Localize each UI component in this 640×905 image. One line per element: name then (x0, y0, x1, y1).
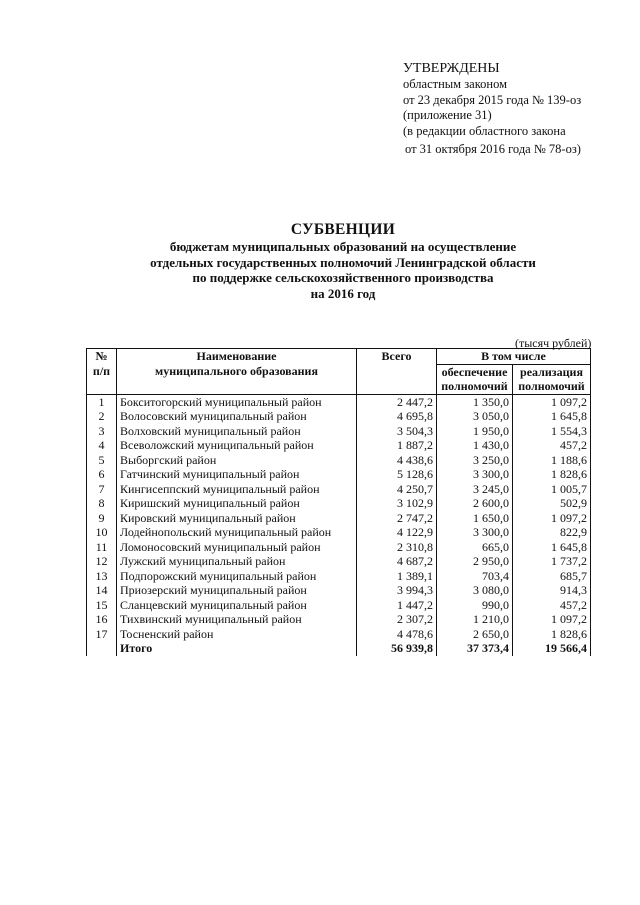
row-col1: 1 350,0 (437, 394, 513, 409)
table-row (87, 540, 591, 555)
row-col1: 3 300,0 (437, 525, 513, 540)
title-main: СУБВЕНЦИИ (290, 221, 396, 238)
row-col2: 914,3 (513, 583, 591, 598)
row-name: Киришский муниципальный район (117, 496, 357, 511)
approval-line: от 31 октября 2016 года № 78-оз) (405, 142, 581, 156)
row-name: Подпорожский муниципальный район (117, 569, 357, 584)
row-name: Ломоносовский муниципальный район (117, 540, 357, 555)
row-name: Кировский муниципальный район (117, 511, 357, 526)
row-name: Гатчинский муниципальный район (117, 467, 357, 482)
header-name: Наименование муниципального образования (117, 349, 357, 395)
row-total: 2 307,2 (357, 612, 437, 627)
row-col1: 3 080,0 (437, 583, 513, 598)
approval-block (403, 60, 581, 158)
header-col2: реализация полномочий (513, 364, 591, 394)
row-total: 4 122,9 (357, 525, 437, 540)
subventions-table (86, 348, 591, 656)
row-col1: 3 245,0 (437, 482, 513, 497)
row-name: Кингисеппский муниципальный район (117, 482, 357, 497)
row-total: 4 687,2 (357, 554, 437, 569)
row-col2: 502,9 (513, 496, 591, 511)
title-line: на 2016 год (310, 285, 376, 301)
row-name: Волховский муниципальный район (117, 424, 357, 439)
total-row (87, 641, 591, 656)
row-num: 10 (87, 525, 117, 540)
title-line: отдельных государственных полномочий Ленинградской области (150, 254, 536, 270)
row-col1: 2 600,0 (437, 496, 513, 511)
row-num: 15 (87, 598, 117, 613)
row-col2: 1 645,8 (513, 409, 591, 424)
row-num: 13 (87, 569, 117, 584)
row-col1: 990,0 (437, 598, 513, 613)
table-row (87, 511, 591, 526)
row-total: 3 994,3 (357, 583, 437, 598)
header-col1: обеспечение полномочий (437, 364, 513, 394)
table-row (87, 598, 591, 613)
row-num: 1 (87, 394, 117, 409)
row-num: 11 (87, 540, 117, 555)
row-col2: 822,9 (513, 525, 591, 540)
row-total: 4 250,7 (357, 482, 437, 497)
total-col2: 19 566,4 (513, 641, 591, 656)
approval-line: от 23 декабря 2015 года № 139-оз (403, 92, 582, 107)
table-row (87, 438, 591, 453)
row-total: 2 447,2 (357, 394, 437, 409)
header-total: Всего (357, 349, 437, 395)
table-row (87, 424, 591, 439)
total-col1: 37 373,4 (437, 641, 513, 656)
row-col1: 1 650,0 (437, 511, 513, 526)
row-name: Выборгский район (117, 453, 357, 468)
table-row (87, 525, 591, 540)
row-col1: 1 950,0 (437, 424, 513, 439)
table-row (87, 554, 591, 569)
units-note: (тысяч рублей) (515, 336, 592, 350)
approval-line: (в редакции областного закона (403, 123, 566, 138)
row-num: 6 (87, 467, 117, 482)
row-col1: 3 300,0 (437, 467, 513, 482)
row-col2: 1 828,6 (513, 467, 591, 482)
row-num: 8 (87, 496, 117, 511)
row-col1: 1 430,0 (437, 438, 513, 453)
row-col2: 1 188,6 (513, 453, 591, 468)
row-col2: 1 737,2 (513, 554, 591, 569)
table-row (87, 627, 591, 642)
row-total: 3 102,9 (357, 496, 437, 511)
row-col2: 1 828,6 (513, 627, 591, 642)
row-total: 2 310,8 (357, 540, 437, 555)
table-row (87, 496, 591, 511)
total-num-cell (87, 641, 117, 656)
table-row (87, 394, 591, 409)
row-col2: 1 097,2 (513, 394, 591, 409)
row-num: 12 (87, 554, 117, 569)
row-num: 17 (87, 627, 117, 642)
row-col1: 3 050,0 (437, 409, 513, 424)
row-num: 2 (87, 409, 117, 424)
row-col1: 2 650,0 (437, 627, 513, 642)
row-total: 2 747,2 (357, 511, 437, 526)
row-col1: 1 210,0 (437, 612, 513, 627)
row-name: Приозерский муниципальный район (117, 583, 357, 598)
row-col2: 1 097,2 (513, 612, 591, 627)
row-total: 5 128,6 (357, 467, 437, 482)
table-row (87, 467, 591, 482)
approval-heading: УТВЕРЖДЕНЫ (403, 61, 500, 76)
row-num: 16 (87, 612, 117, 627)
row-total: 4 478,6 (357, 627, 437, 642)
row-col1: 2 950,0 (437, 554, 513, 569)
table-row (87, 612, 591, 627)
title-line: бюджетам муниципальных образований на осуществление (169, 239, 517, 254)
row-total: 1 887,2 (357, 438, 437, 453)
table-row (87, 569, 591, 584)
row-num: 5 (87, 453, 117, 468)
row-col2: 457,2 (513, 598, 591, 613)
header-including: В том числе (437, 349, 591, 365)
row-total: 3 504,3 (357, 424, 437, 439)
table-row (87, 482, 591, 497)
row-name: Лужский муниципальный район (117, 554, 357, 569)
row-col2: 685,7 (513, 569, 591, 584)
total-sum: 56 939,8 (357, 641, 437, 656)
row-col2: 1 645,8 (513, 540, 591, 555)
row-col1: 3 250,0 (437, 453, 513, 468)
table-body (87, 394, 591, 656)
row-name: Волосовский муниципальный район (117, 409, 357, 424)
table-row (87, 583, 591, 598)
row-name: Тихвинский муниципальный район (117, 612, 357, 627)
row-num: 4 (87, 438, 117, 453)
row-col1: 665,0 (437, 540, 513, 555)
title-line: по поддержке сельскохозяйственного производства (192, 270, 494, 285)
table-row (87, 453, 591, 468)
row-col2: 457,2 (513, 438, 591, 453)
row-col2: 1 097,2 (513, 511, 591, 526)
row-col2: 1 554,3 (513, 424, 591, 439)
row-total: 4 438,6 (357, 453, 437, 468)
table-row (87, 409, 591, 424)
row-num: 7 (87, 482, 117, 497)
approval-line: (приложение 31) (403, 108, 492, 122)
row-total: 1 389,1 (357, 569, 437, 584)
row-num: 14 (87, 583, 117, 598)
total-label: Итого (117, 641, 357, 656)
row-name: Всеволожский муниципальный район (117, 438, 357, 453)
header-num: № п/п (87, 349, 117, 395)
approval-line: областным законом (403, 77, 508, 91)
row-col1: 703,4 (437, 569, 513, 584)
row-name: Сланцевский муниципальный район (117, 598, 357, 613)
row-name: Лодейнопольский муниципальный район (117, 525, 357, 540)
row-total: 1 447,2 (357, 598, 437, 613)
row-num: 3 (87, 424, 117, 439)
document-title (0, 220, 640, 301)
row-col2: 1 005,7 (513, 482, 591, 497)
row-total: 4 695,8 (357, 409, 437, 424)
row-name: Тосненский район (117, 627, 357, 642)
row-num: 9 (87, 511, 117, 526)
row-name: Бокситогорский муниципальный район (117, 394, 357, 409)
